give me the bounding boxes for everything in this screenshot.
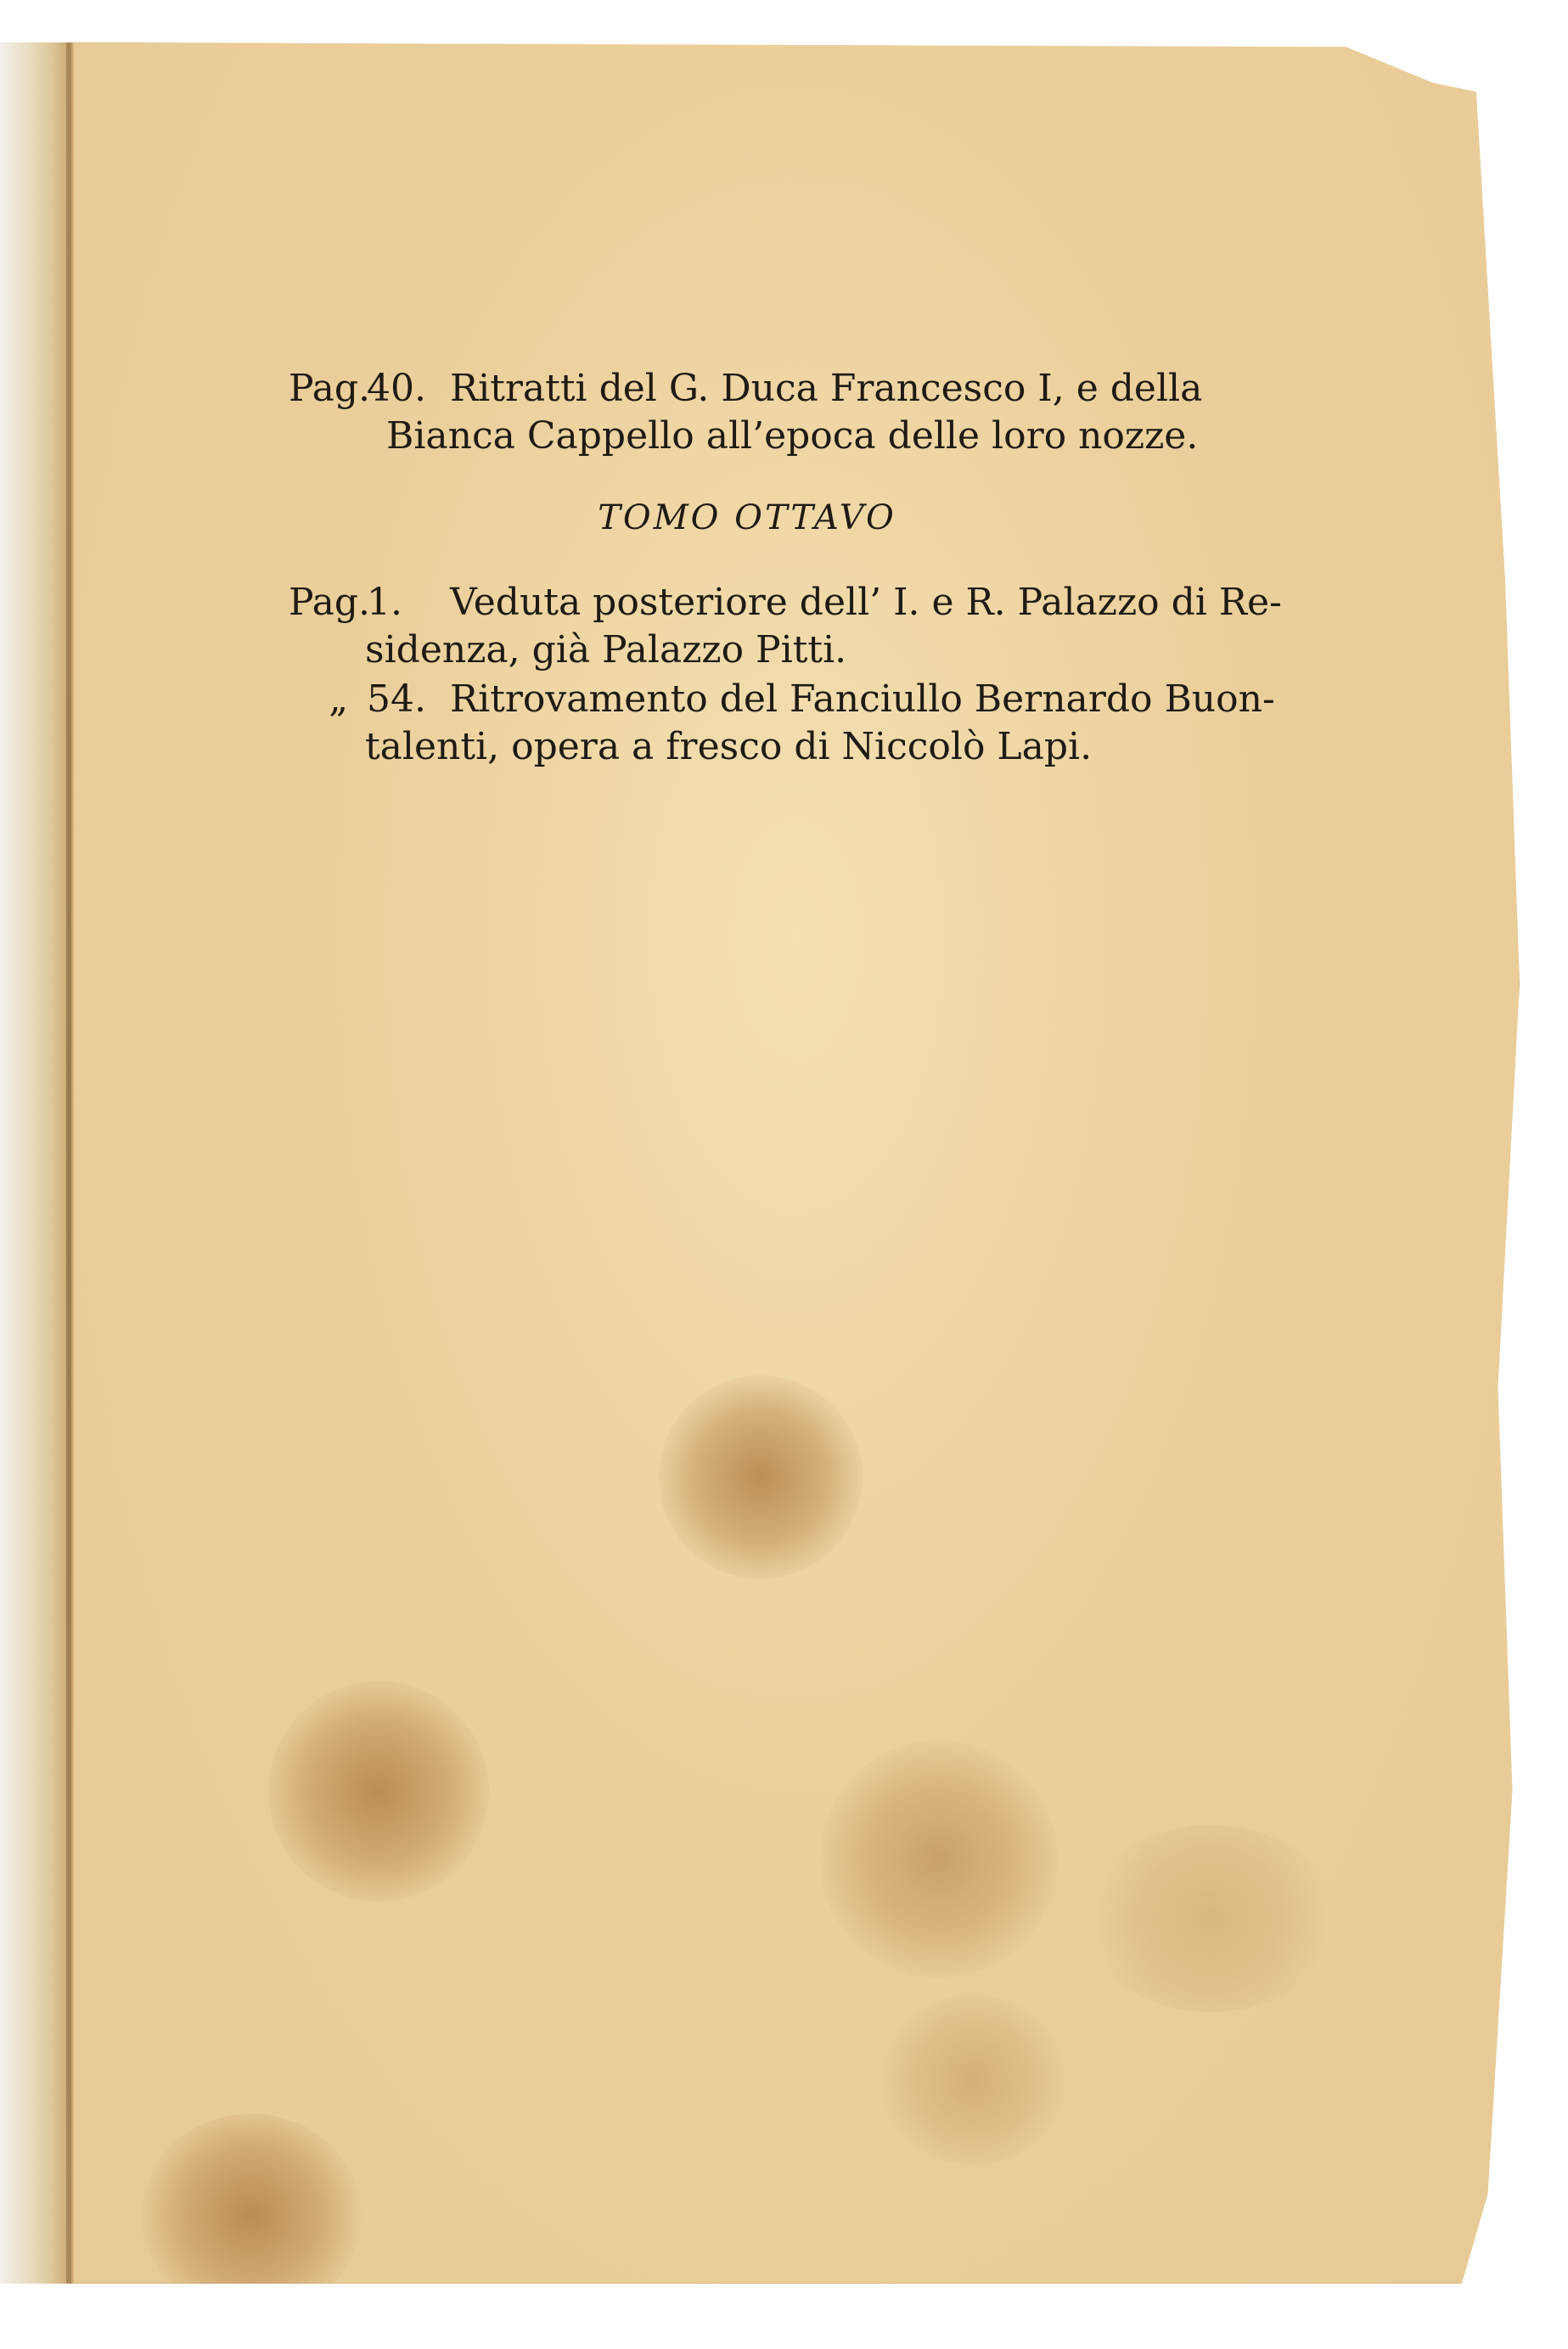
left-page-edge — [0, 42, 73, 2284]
foxing-stain — [268, 1681, 489, 1902]
entry-continuation-line — [289, 723, 1222, 771]
entry-label: „ — [329, 677, 348, 721]
foxing-stain — [820, 1740, 1058, 1978]
foxing-stain — [659, 1375, 863, 1579]
entry-page-number: 1. — [367, 581, 402, 624]
section-heading: TOMO OTTAVO — [598, 498, 896, 537]
foxing-stain — [1083, 1825, 1338, 2012]
entry-first-line — [289, 676, 1275, 723]
entry-first-line — [289, 365, 1222, 413]
entry-text: Bianca Cappello all’epoca delle loro nozze. — [386, 414, 1199, 458]
entry-continuation-line — [289, 413, 1222, 460]
index-entry — [289, 676, 1275, 771]
entry-first-line — [289, 579, 1282, 627]
entry-text: sidenza, già Palazzo Pitti. — [365, 628, 847, 672]
index-entry — [289, 579, 1282, 674]
entry-label: Pag. — [289, 367, 371, 410]
entry-continuation-line — [289, 627, 1222, 674]
entry-text: Veduta posteriore dell’ I. e R. Palazzo di Re- — [450, 581, 1282, 624]
entry-page-number: 54. — [367, 677, 426, 721]
entry-text: Ritratti del G. Duca Francesco I, e della — [450, 367, 1203, 410]
index-entry — [289, 365, 1222, 460]
foxing-stain — [141, 2114, 362, 2318]
binding-gutter — [66, 42, 71, 2284]
entry-text: talenti, opera a fresco di Niccolò Lapi. — [365, 725, 1093, 768]
entry-page-number: 40. — [367, 367, 426, 410]
entry-label: Pag. — [289, 581, 371, 624]
plate-index — [289, 365, 1282, 773]
foxing-stain — [880, 1995, 1066, 2165]
entry-text: Ritrovamento del Fanciullo Bernardo Buon- — [450, 677, 1275, 721]
